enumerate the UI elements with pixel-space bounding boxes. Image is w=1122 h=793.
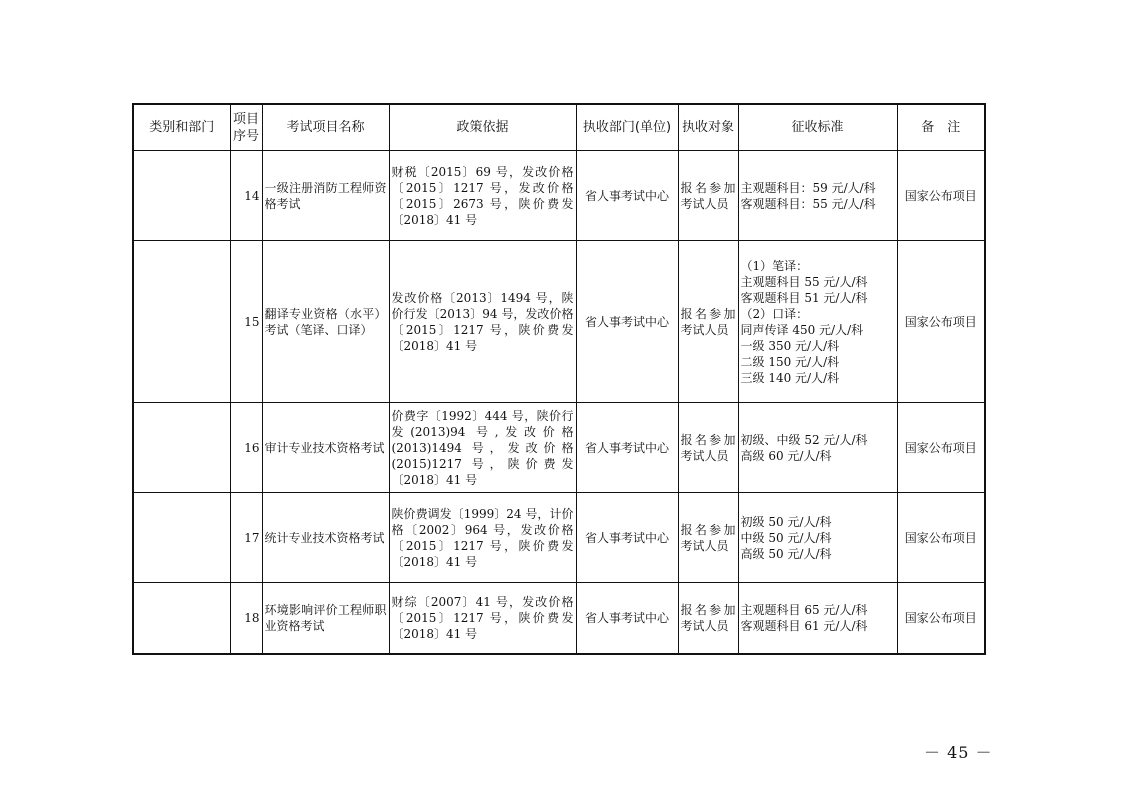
cell-collecting-dept: 省人事考试中心 — [576, 493, 678, 583]
cell-exam-name: 审计专业技术资格考试 — [262, 403, 389, 493]
cell-policy-basis: 财税〔2015〕69 号，发改价格〔2015〕1217 号，发改价格〔2015〕2673 号，陕价费发〔2018〕41 号 — [389, 151, 576, 241]
cell-policy-basis: 财综〔2007〕41 号，发改价格〔2015〕1217 号，陕价费发〔2018〕41 号 — [389, 583, 576, 654]
cell-policy-basis: 价费字〔1992〕444 号，陕价行发(2013)94 号,发改价格(2013)1494 号，发改价格(2015)1217 号，陕价费发〔2018〕41 号 — [389, 403, 576, 493]
table-row — [133, 403, 985, 493]
fee-standard-line: 二级 150 元/人/科 — [740, 354, 840, 369]
cell-category — [133, 241, 230, 403]
fee-standard-line: （2）口译： — [740, 306, 809, 321]
cell-seq: 15 — [230, 241, 262, 403]
table-body — [133, 151, 985, 654]
header-note: 备 注 — [897, 104, 985, 151]
cell-collecting-dept: 省人事考试中心 — [576, 241, 678, 403]
cell-fee-standard — [738, 403, 897, 493]
cell-fee-standard — [738, 583, 897, 654]
fee-standard-line: 一级 350 元/人/科 — [740, 338, 840, 353]
header-category: 类别和部门 — [133, 104, 230, 151]
cell-note: 国家公布项目 — [897, 583, 985, 654]
fee-standard-line: 主观题科目：59 元/人/科 — [740, 180, 876, 195]
cell-category — [133, 151, 230, 241]
fee-standard-line: 主观题科目 55 元/人/科 — [740, 274, 868, 289]
header-name: 考试项目名称 — [262, 104, 389, 151]
cell-exam-name: 环境影响评价工程师职业资格考试 — [262, 583, 389, 654]
cell-seq: 17 — [230, 493, 262, 583]
header-target: 执收对象 — [678, 104, 738, 151]
cell-fee-standard — [738, 151, 897, 241]
header-row — [133, 104, 985, 151]
cell-policy-basis: 发改价格〔2013〕1494 号，陕价行发〔2013〕94 号，发改价格〔2015〕1217 号，陕价费发〔2018〕41 号 — [389, 241, 576, 403]
fee-standard-line: 初级、中级 52 元/人/科 — [740, 432, 868, 447]
fee-standard-line: 初级 50 元/人/科 — [740, 514, 832, 529]
cell-exam-name: 统计专业技术资格考试 — [262, 493, 389, 583]
cell-category — [133, 403, 230, 493]
cell-exam-name: 一级注册消防工程师资格考试 — [262, 151, 389, 241]
cell-collecting-dept: 省人事考试中心 — [576, 583, 678, 654]
cell-target: 报名参加考试人员 — [678, 403, 738, 493]
header-standard: 征收标准 — [738, 104, 897, 151]
cell-seq: 16 — [230, 403, 262, 493]
fee-standard-line: 客观题科目 51 元/人/科 — [740, 290, 868, 305]
fee-standard-line: 主观题科目 65 元/人/科 — [740, 602, 868, 617]
fee-standard-line: 客观题科目：55 元/人/科 — [740, 196, 876, 211]
page-number: － 45 － — [924, 743, 993, 762]
fee-standard-line: 客观题科目 61 元/人/科 — [740, 618, 868, 633]
fee-table — [132, 103, 986, 655]
cell-note: 国家公布项目 — [897, 151, 985, 241]
cell-note: 国家公布项目 — [897, 493, 985, 583]
cell-target: 报名参加考试人员 — [678, 583, 738, 654]
cell-category — [133, 493, 230, 583]
fee-standard-line: （1）笔译： — [740, 258, 809, 273]
table-row — [133, 151, 985, 241]
cell-collecting-dept: 省人事考试中心 — [576, 403, 678, 493]
header-basis: 政策依据 — [389, 104, 576, 151]
header-dept: 执收部门(单位) — [576, 104, 678, 151]
cell-target: 报名参加考试人员 — [678, 151, 738, 241]
fee-standard-line: 三级 140 元/人/科 — [740, 370, 840, 385]
cell-fee-standard — [738, 493, 897, 583]
fee-standard-line: 同声传译 450 元/人/科 — [740, 322, 864, 337]
cell-collecting-dept: 省人事考试中心 — [576, 151, 678, 241]
fee-standard-line: 中级 50 元/人/科 — [740, 530, 832, 545]
cell-fee-standard — [738, 241, 897, 403]
cell-note: 国家公布项目 — [897, 241, 985, 403]
cell-note: 国家公布项目 — [897, 403, 985, 493]
cell-category — [133, 583, 230, 654]
cell-seq: 14 — [230, 151, 262, 241]
cell-policy-basis: 陕价费调发〔1999〕24 号，计价格〔2002〕964 号，发改价格〔2015〕1217 号，陕价费发〔2018〕41 号 — [389, 493, 576, 583]
cell-exam-name: 翻译专业资格（水平）考试（笔译、口译） — [262, 241, 389, 403]
cell-target: 报名参加考试人员 — [678, 493, 738, 583]
fee-standard-line: 高级 50 元/人/科 — [740, 546, 832, 561]
fee-standard-line: 高级 60 元/人/科 — [740, 448, 832, 463]
cell-seq: 18 — [230, 583, 262, 654]
table-row — [133, 583, 985, 654]
cell-target: 报名参加考试人员 — [678, 241, 738, 403]
table-row — [133, 241, 985, 403]
header-seq: 项目序号 — [230, 104, 262, 151]
table-row — [133, 493, 985, 583]
